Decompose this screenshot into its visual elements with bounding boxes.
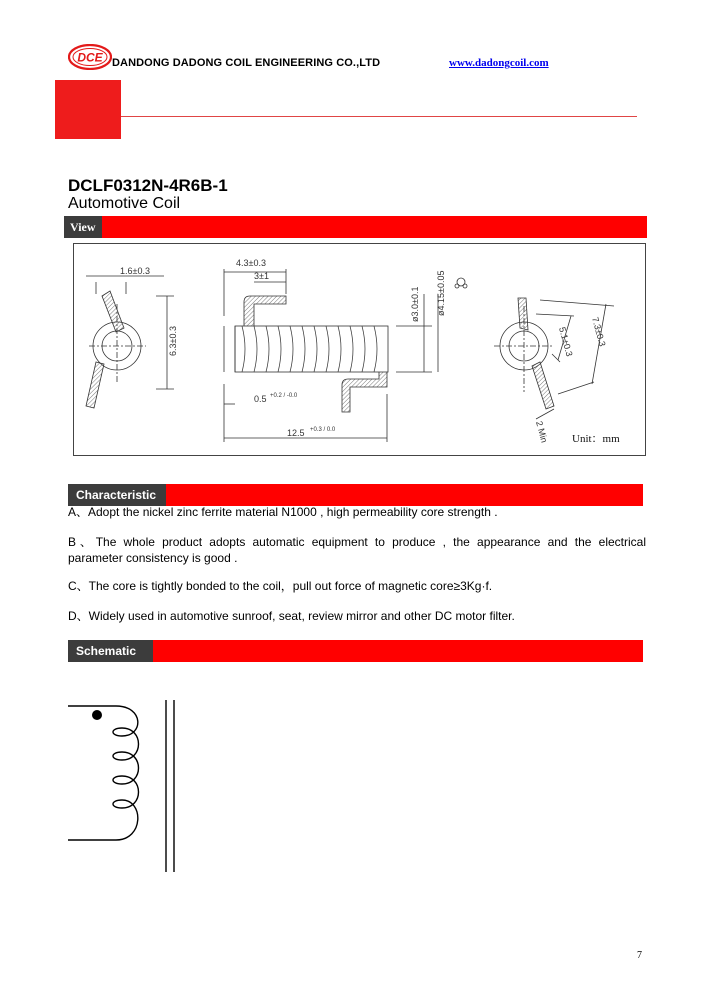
view-section-label: View [64, 216, 102, 238]
header-rule [121, 116, 637, 117]
characteristic-b: B、The whole product adopts automatic equipment to produce , the appearance and the electrical parameter consistency is good . [68, 535, 646, 565]
dim-gap-tol: +0.2 / -0.0 [270, 393, 298, 399]
technical-drawing [73, 243, 646, 456]
dim-height: 6.3±0.3 [168, 326, 178, 356]
dim-side-a: 5.1±0.3 [557, 325, 575, 358]
page-number: 7 [637, 950, 642, 961]
dim-gap: 0.5 [254, 394, 267, 404]
dim-length-tol: +0.3 / 0.0 [310, 427, 336, 433]
characteristic-d: D、Widely used in automotive sunroof, seat, review mirror and other DC motor filter. [68, 609, 515, 623]
inductor-schematic [66, 698, 186, 874]
website-link[interactable]: www.dadongcoil.com [449, 57, 549, 69]
svg-text:DCE: DCE [77, 50, 103, 65]
polarity-dot [92, 710, 102, 720]
view-section-bar [64, 216, 647, 238]
schematic-section-label: Schematic [68, 640, 153, 662]
dim-core-dia: ø3.0±0.1 [410, 286, 420, 322]
characteristic-section-label: Characteristic [68, 484, 166, 506]
dim-lead-offset: 1.6±0.3 [120, 266, 150, 276]
header-red-block [55, 80, 121, 139]
dim-length: 12.5 [287, 428, 305, 438]
schematic-section-bar [68, 640, 643, 662]
characteristic-section-bar [68, 484, 643, 506]
coil-side-view [224, 269, 467, 442]
dim-side-b: 7.3±0.3 [590, 315, 608, 348]
dim-outer-dia: ø4.15±0.05 [436, 270, 446, 316]
unit-label: Unit：mm [572, 433, 620, 445]
dim-top-width: 4.3±0.3 [236, 258, 266, 268]
drawing-svg [74, 244, 645, 455]
dim-top-inner: 3±1 [254, 271, 269, 281]
characteristic-a: A、Adopt the nickel zinc ferrite material N1000 , high permeability core strength . [68, 505, 498, 519]
dim-lead-min: 2 Min [534, 419, 550, 444]
product-name: Automotive Coil [68, 195, 181, 212]
left-end-view [86, 276, 174, 408]
company-name: DANDONG DADONG COIL ENGINEERING CO.,LTD [112, 57, 381, 69]
company-logo [68, 44, 112, 70]
product-code: DCLF0312N-4R6B-1 [68, 176, 228, 195]
characteristic-c: C、The core is tightly bonded to the coil，pull out force of magnetic core≥3Kg·f. [68, 579, 493, 593]
